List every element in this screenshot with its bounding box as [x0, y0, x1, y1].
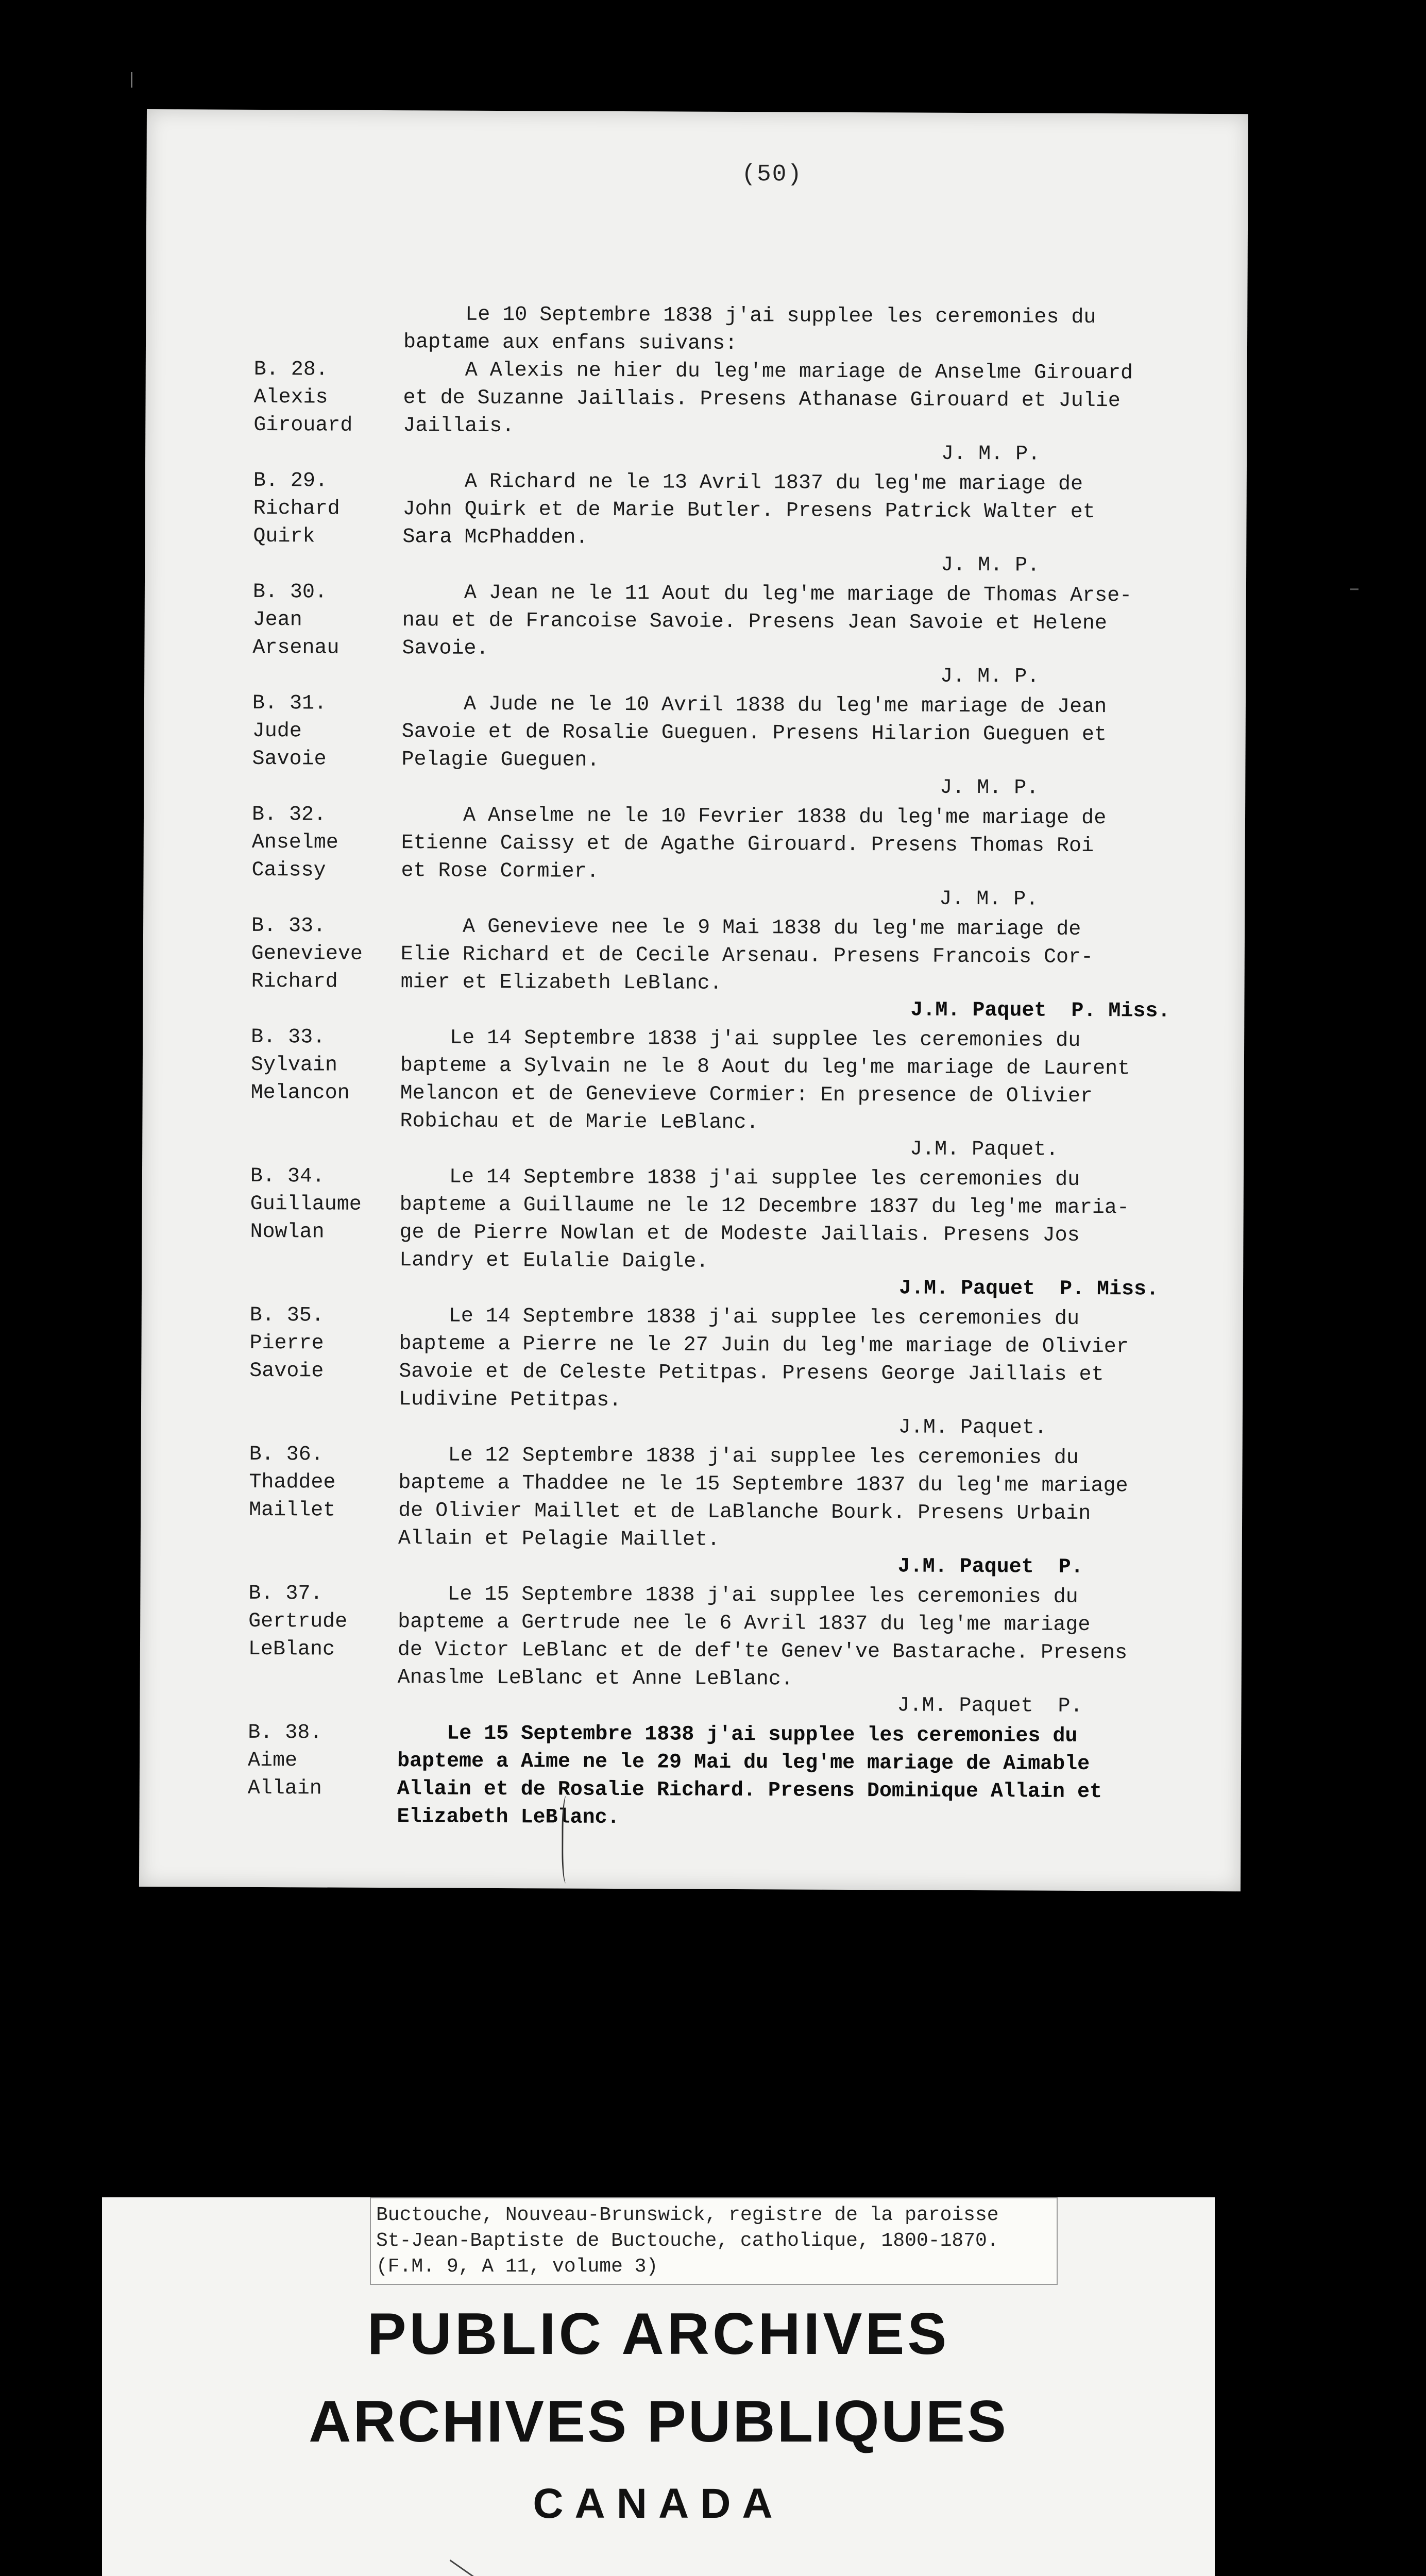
entry-b35	[142, 1301, 1243, 1440]
entry-text: Le 14 Septembre 1838 j'ai supplee les ceremonies du bapteme a Sylvain ne le 8 Aout du leg'me mariage de Laurent Melancon et de Genevieve Cormier: En presence de Olivier Robichau et de Marie LeBlanc.	[400, 1026, 1130, 1135]
entry-signature: J.M. Paquet P. Miss.	[898, 1277, 1159, 1301]
entry-text: Le 14 Septembre 1838 j'ai supplee les ceremonies du bapteme a Pierre ne le 27 Juin du leg'me mariage de Olivier Savoie et de Celeste Petitpas. Presens George Jaillais et Ludivine Petitpas.	[398, 1304, 1129, 1413]
entry-margin-label: B. 33. Genevieve Richard	[251, 914, 363, 994]
page-number: (50)	[741, 161, 803, 188]
entry-b30	[145, 578, 1246, 689]
entry-signature: J. M. P.	[939, 887, 1039, 911]
entry-signature: J.M. Paquet P. Miss.	[910, 998, 1170, 1023]
entry-text: Le 10 Septembre 1838 j'ai supplee les ceremonies du baptame aux enfans suivans:	[403, 303, 1096, 356]
entry-b31	[144, 689, 1246, 800]
entry-signature: J. M. P.	[940, 776, 1039, 800]
entry-margin-label: B. 30. Jean Arsenau	[252, 580, 339, 660]
entry-text: A Alexis ne hier du leg'me mariage de Anselme Girouard et de Suzanne Jaillais. Presens Athanase Girouard et Julie Jaillais.	[403, 359, 1133, 438]
entry-signature: J.M. Paquet.	[898, 1416, 1047, 1440]
register-page	[139, 109, 1248, 1891]
entry-text: A Jean ne le 11 Aout du leg'me mariage de Thomas Arse- nau et de Francoise Savoie. Presens Jean Savoie et Helene Savoie.	[402, 581, 1132, 660]
entry-b33-sylvain	[143, 1023, 1244, 1162]
entry-margin-label: B. 31. Jude Savoie	[252, 691, 327, 771]
entry-signature: J.M. Paquet P.	[897, 1555, 1083, 1579]
entry-b33-genevieve	[143, 912, 1245, 1023]
margin-dash-mark	[1350, 588, 1359, 590]
entry-text: Le 12 Septembre 1838 j'ai supplee les ceremonies du bapteme a Thaddee ne le 15 Septembre 1837 du leg'me mariage de Olivier Maillet et de LaBlanche Bourk. Presens Urbain Allain et Pelagie Maillet.	[398, 1444, 1128, 1552]
ink-stroke-mark	[562, 1796, 573, 1884]
entry-intro	[146, 300, 1247, 356]
entry-signature: J.M. Paquet.	[910, 1138, 1059, 1162]
entry-signature: J.M. Paquet P.	[897, 1694, 1083, 1718]
scan-mark	[131, 72, 132, 88]
entry-margin-label: B. 36. Thaddee Maillet	[249, 1443, 336, 1522]
pen-stroke-mark	[450, 2560, 476, 2576]
citation-slip: Buctouche, Nouveau-Brunswick, registre de la paroisse St-Jean-Baptiste de Buctouche, catholique, 1800-1870. (F.M. 9, A 11, volume 3)	[370, 2197, 1058, 2285]
entry-b37	[141, 1580, 1242, 1718]
entry-b32	[144, 801, 1245, 911]
public-archives-heading: PUBLIC ARCHIVES	[367, 2301, 950, 2367]
entry-signature: J. M. P.	[941, 442, 1041, 466]
archives-label-card	[102, 2197, 1215, 2576]
entry-text: A Anselme ne le 10 Fevrier 1838 du leg'me mariage de Etienne Caissy et de Agathe Girouard. Presens Thomas Roi et Rose Cormier.	[401, 804, 1107, 884]
entry-margin-label: B. 38. Aime Allain	[247, 1721, 322, 1801]
entry-text: Le 15 Septembre 1838 j'ai supplee les ceremonies du bapteme a Gertrude nee le 6 Avril 1837 du leg'me mariage de Victor LeBlanc et de def'te Genev've Bastarache. Presens Anaslme LeBlanc et Anne LeBlanc.	[397, 1583, 1128, 1691]
entry-text: Le 14 Septembre 1838 j'ai supplee les ceremonies du bapteme a Guillaume ne le 12 Decembre 1837 du leg'me maria- ge de Pierre Nowlan et de Modeste Jaillais. Presens Jos Landry et Eulalie Daigle.	[399, 1165, 1130, 1274]
entry-margin-label: B. 29. Richard Quirk	[253, 469, 340, 549]
entry-signature: J. M. P.	[941, 553, 1040, 578]
entry-margin-label: B. 33. Sylvain Melancon	[250, 1025, 350, 1105]
entry-b29	[145, 467, 1247, 578]
entry-margin-label: B. 37. Gertrude LeBlanc	[248, 1582, 348, 1662]
entry-b36	[141, 1440, 1243, 1579]
entry-margin-label: B. 35. Pierre Savoie	[249, 1303, 324, 1383]
entry-text: A Genevieve nee le 9 Mai 1838 du leg'me mariage de Elie Richard et de Cecile Arsenau. Presens Francois Cor- mier et Elizabeth LeBlanc.	[400, 915, 1094, 995]
entry-margin-label: B. 32. Anselme Caissy	[251, 803, 338, 883]
entry-text: Le 15 Septembre 1838 j'ai supplee les ceremonies du bapteme a Aime ne le 29 Mai du leg'me mariage de Aimable Allain et de Rosalie Richard. Presens Dominique Allain et Elizabeth LeBlanc.	[397, 1722, 1102, 1830]
entry-margin-label: B. 28. Alexis Girouard	[253, 358, 353, 437]
entry-margin-label: B. 34. Guillaume Nowlan	[250, 1164, 362, 1244]
entry-text: A Richard ne le 13 Avril 1837 du leg'me mariage de John Quirk et de Marie Butler. Presens Patrick Walter et Sara McPhadden.	[402, 470, 1095, 550]
archives-publiques-heading: ARCHIVES PUBLIQUES	[309, 2389, 1008, 2454]
entry-signature: J. M. P.	[940, 665, 1040, 689]
entry-text: A Jude ne le 10 Avril 1838 du leg'me mariage de Jean Savoie et de Rosalie Gueguen. Presens Hilarion Gueguen et Pelagie Gueguen.	[401, 692, 1107, 772]
entry-b34	[142, 1162, 1244, 1301]
entry-b38	[140, 1719, 1241, 1830]
canada-heading: CANADA	[533, 2480, 784, 2527]
